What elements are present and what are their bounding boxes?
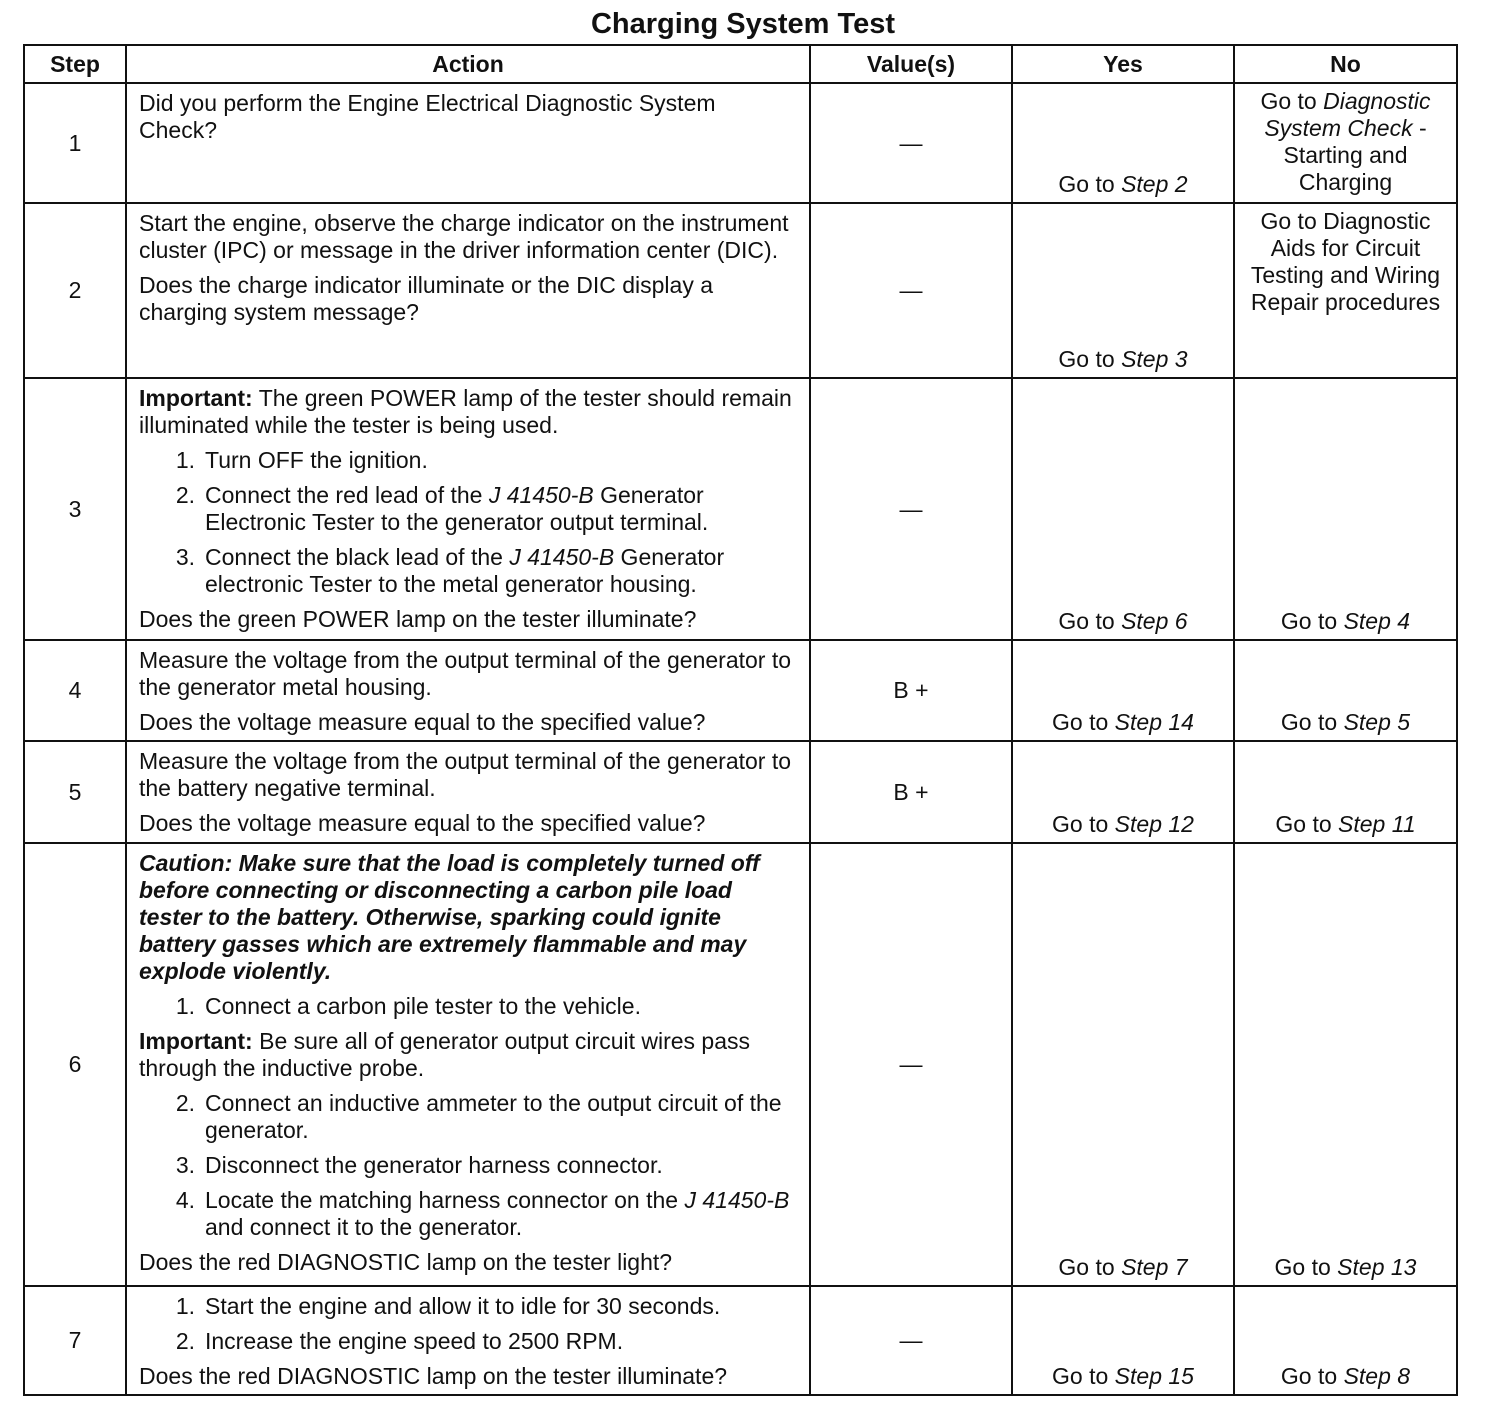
step-number: 2 bbox=[24, 203, 126, 378]
action-cell bbox=[126, 843, 810, 1286]
yes-text: Go to bbox=[1052, 811, 1115, 837]
list-text bbox=[205, 1152, 799, 1179]
action-cell bbox=[126, 378, 810, 640]
no-text: Charging bbox=[1298, 169, 1393, 195]
no-cell bbox=[1234, 843, 1457, 1286]
list-text bbox=[205, 1090, 799, 1144]
important-text: Be sure all of generator output circuit wires pass through the inductive probe. bbox=[139, 1028, 751, 1081]
list-number: 1. bbox=[175, 993, 195, 1019]
action-text: Does the red DIAGNOSTIC lamp on the tester light? bbox=[139, 1249, 673, 1275]
no-goto-line bbox=[1239, 88, 1452, 115]
yes-cell bbox=[1012, 83, 1234, 203]
yes-step-ref: Step 15 bbox=[1114, 1363, 1194, 1389]
charging-system-test-table bbox=[23, 44, 1458, 1396]
no-step-ref: Step 11 bbox=[1338, 811, 1416, 837]
list-text bbox=[205, 1293, 799, 1320]
action-cell bbox=[126, 1286, 810, 1395]
no-goto-line bbox=[1239, 169, 1452, 196]
list-text bbox=[205, 482, 799, 536]
no-goto-line bbox=[1239, 289, 1452, 316]
yes-goto bbox=[1013, 811, 1233, 838]
yes-goto bbox=[1013, 709, 1233, 736]
list-item bbox=[139, 1293, 799, 1320]
yes-step-ref: Step 3 bbox=[1121, 346, 1188, 372]
no-step-ref: Step 4 bbox=[1343, 608, 1411, 634]
list-item bbox=[139, 544, 799, 598]
action-text: Measure the voltage from the output terminal of the generator to the battery negative terminal. bbox=[139, 748, 792, 801]
yes-text: Go to bbox=[1052, 709, 1115, 735]
list-number: 2. bbox=[175, 1090, 195, 1116]
list-item bbox=[139, 1187, 799, 1241]
action-cell bbox=[126, 83, 810, 203]
tool-reference: J 41450-B bbox=[509, 544, 615, 570]
value-cell: — bbox=[810, 843, 1012, 1286]
table-row bbox=[24, 83, 1457, 203]
action-text: Does the voltage measure equal to the specified value? bbox=[139, 709, 706, 735]
action-text: Measure the voltage from the output terminal of the generator to the generator metal housing. bbox=[139, 647, 792, 700]
action-cell bbox=[126, 640, 810, 741]
list-item bbox=[139, 993, 799, 1020]
value-cell: B + bbox=[810, 741, 1012, 843]
no-step-ref: Diagnostic bbox=[1323, 88, 1431, 114]
table-row bbox=[24, 741, 1457, 843]
no-step-ref: System Check bbox=[1264, 115, 1413, 141]
list-text-part: Connect the red lead of the bbox=[205, 482, 489, 508]
no-text: Go to Diagnostic bbox=[1260, 208, 1431, 234]
important-note bbox=[139, 1028, 799, 1082]
no-goto bbox=[1235, 1254, 1456, 1281]
list-text bbox=[205, 544, 799, 598]
yes-cell bbox=[1012, 1286, 1234, 1395]
list-number: 3. bbox=[175, 1152, 195, 1178]
action-text: Does the voltage measure equal to the specified value? bbox=[139, 810, 706, 836]
step-number: 4 bbox=[24, 640, 126, 741]
no-goto-line bbox=[1239, 208, 1452, 235]
yes-cell bbox=[1012, 640, 1234, 741]
list-item bbox=[139, 1090, 799, 1144]
table-row bbox=[24, 378, 1457, 640]
no-goto bbox=[1235, 608, 1456, 635]
important-label: Important: bbox=[139, 1028, 253, 1054]
list-text-part: Locate the matching harness connector on the bbox=[205, 1187, 685, 1213]
list-text-part: Generator electronic Tester to the metal generator housing. bbox=[205, 544, 725, 597]
yes-goto bbox=[1013, 1363, 1233, 1390]
important-note bbox=[139, 385, 799, 439]
list-text-part: and connect it to the generator. bbox=[205, 1214, 523, 1240]
no-text: Go to bbox=[1275, 811, 1339, 837]
list-number: 1. bbox=[175, 1293, 195, 1319]
no-cell bbox=[1234, 378, 1457, 640]
list-text-part: Turn OFF the ignition. bbox=[205, 447, 428, 473]
action-text: Does the green POWER lamp on the tester illuminate? bbox=[139, 606, 697, 632]
important-text: The green POWER lamp of the tester should remain illuminated while the tester is being used. bbox=[139, 385, 792, 438]
action-cell bbox=[126, 203, 810, 378]
no-goto bbox=[1235, 811, 1456, 838]
no-goto bbox=[1235, 204, 1456, 316]
header-action: Action bbox=[126, 45, 810, 83]
no-goto-line bbox=[1239, 235, 1452, 262]
yes-cell bbox=[1012, 843, 1234, 1286]
yes-step-ref: Step 2 bbox=[1121, 171, 1188, 197]
list-text-part: Connect an inductive ammeter to the output circuit of the generator. bbox=[205, 1090, 782, 1143]
list-text-part: Disconnect the generator harness connector. bbox=[205, 1152, 663, 1178]
no-cell bbox=[1234, 203, 1457, 378]
yes-cell bbox=[1012, 741, 1234, 843]
yes-goto bbox=[1013, 346, 1233, 373]
no-text: Go to bbox=[1260, 88, 1324, 114]
yes-step-ref: Step 6 bbox=[1121, 608, 1188, 634]
document-title: Charging System Test bbox=[590, 8, 896, 40]
no-text: Repair procedures bbox=[1250, 289, 1441, 315]
no-text: Starting and bbox=[1283, 142, 1408, 168]
no-goto bbox=[1235, 709, 1456, 736]
action-text: Does the red DIAGNOSTIC lamp on the tester illuminate? bbox=[139, 1363, 728, 1389]
no-goto-line bbox=[1239, 142, 1452, 169]
table-row bbox=[24, 843, 1457, 1286]
action-cell bbox=[126, 741, 810, 843]
no-text: Go to bbox=[1280, 709, 1344, 735]
step-number: 3 bbox=[24, 378, 126, 640]
yes-text: Go to bbox=[1052, 1363, 1115, 1389]
yes-goto bbox=[1013, 608, 1233, 635]
table-row bbox=[24, 640, 1457, 741]
step-number: 5 bbox=[24, 741, 126, 843]
no-step-ref: Step 13 bbox=[1337, 1254, 1417, 1280]
no-cell bbox=[1234, 741, 1457, 843]
no-step-ref: Step 8 bbox=[1343, 1363, 1411, 1389]
action-text: Start the engine, observe the charge indicator on the instrument cluster (IPC) or message in the driver information center (DIC). bbox=[139, 210, 789, 263]
value-cell: B + bbox=[810, 640, 1012, 741]
no-cell bbox=[1234, 1286, 1457, 1395]
header-yes: Yes bbox=[1012, 45, 1234, 83]
table-row bbox=[24, 1286, 1457, 1395]
no-text: Go to bbox=[1280, 608, 1344, 634]
header-values: Value(s) bbox=[810, 45, 1012, 83]
list-text-part: Connect the black lead of the bbox=[205, 544, 510, 570]
table-row bbox=[24, 203, 1457, 378]
tool-reference: J 41450-B bbox=[488, 482, 594, 508]
caution-note: Caution: Make sure that the load is completely turned off before connecting or disconnecting a carbon pile load tester to the battery. Otherwise, sparking could ignite battery gasses which are extremely flammable and may explode violently. bbox=[139, 850, 760, 984]
list-text bbox=[205, 993, 799, 1020]
header-row bbox=[24, 45, 1457, 83]
list-item bbox=[139, 1328, 799, 1355]
step-number: 1 bbox=[24, 83, 126, 203]
no-step-ref: Step 5 bbox=[1343, 709, 1411, 735]
no-goto bbox=[1235, 1363, 1456, 1390]
list-text-part: Start the engine and allow it to idle for 30 seconds. bbox=[205, 1293, 721, 1319]
important-label: Important: bbox=[139, 385, 253, 411]
no-text: Go to bbox=[1274, 1254, 1338, 1280]
yes-step-ref: Step 7 bbox=[1121, 1254, 1188, 1280]
tool-reference: J 41450-B bbox=[684, 1187, 790, 1213]
list-number: 1. bbox=[175, 447, 195, 473]
yes-goto bbox=[1013, 171, 1233, 198]
no-goto bbox=[1235, 84, 1456, 196]
no-goto-line bbox=[1239, 115, 1452, 142]
list-number: 4. bbox=[175, 1187, 195, 1213]
list-text bbox=[205, 1187, 799, 1241]
no-cell bbox=[1234, 640, 1457, 741]
header-no: No bbox=[1234, 45, 1457, 83]
value-cell: — bbox=[810, 378, 1012, 640]
list-text-part: Generator Electronic Tester to the generator output terminal. bbox=[205, 482, 709, 535]
yes-cell bbox=[1012, 203, 1234, 378]
yes-step-ref: Step 14 bbox=[1114, 709, 1194, 735]
yes-goto bbox=[1013, 1254, 1233, 1281]
yes-step-ref: Step 12 bbox=[1114, 811, 1194, 837]
list-number: 3. bbox=[175, 544, 195, 570]
no-text: Testing and Wiring bbox=[1250, 262, 1441, 288]
list-text-part: Connect a carbon pile tester to the vehicle. bbox=[205, 993, 641, 1019]
yes-text: Go to bbox=[1058, 171, 1122, 197]
no-cell bbox=[1234, 83, 1457, 203]
header-step: Step bbox=[24, 45, 126, 83]
step-number: 7 bbox=[24, 1286, 126, 1395]
list-item bbox=[139, 1152, 799, 1179]
list-text bbox=[205, 447, 799, 474]
yes-text: Go to bbox=[1058, 608, 1122, 634]
action-text: Did you perform the Engine Electrical Diagnostic System Check? bbox=[139, 90, 716, 143]
no-goto-line bbox=[1239, 262, 1452, 289]
yes-text: Go to bbox=[1058, 1254, 1122, 1280]
list-item bbox=[139, 482, 799, 536]
action-text: Does the charge indicator illuminate or the DIC display a charging system message? bbox=[139, 272, 714, 325]
list-number: 2. bbox=[175, 482, 195, 508]
no-text: Aids for Circuit bbox=[1270, 235, 1421, 261]
list-text-part: Increase the engine speed to 2500 RPM. bbox=[205, 1328, 624, 1354]
list-text bbox=[205, 1328, 799, 1355]
yes-text: Go to bbox=[1058, 346, 1122, 372]
value-cell: — bbox=[810, 1286, 1012, 1395]
yes-cell bbox=[1012, 378, 1234, 640]
list-number: 2. bbox=[175, 1328, 195, 1354]
no-text: - bbox=[1412, 115, 1427, 141]
no-text: Go to bbox=[1280, 1363, 1344, 1389]
step-number: 6 bbox=[24, 843, 126, 1286]
value-cell: — bbox=[810, 203, 1012, 378]
list-item bbox=[139, 447, 799, 474]
value-cell: — bbox=[810, 83, 1012, 203]
